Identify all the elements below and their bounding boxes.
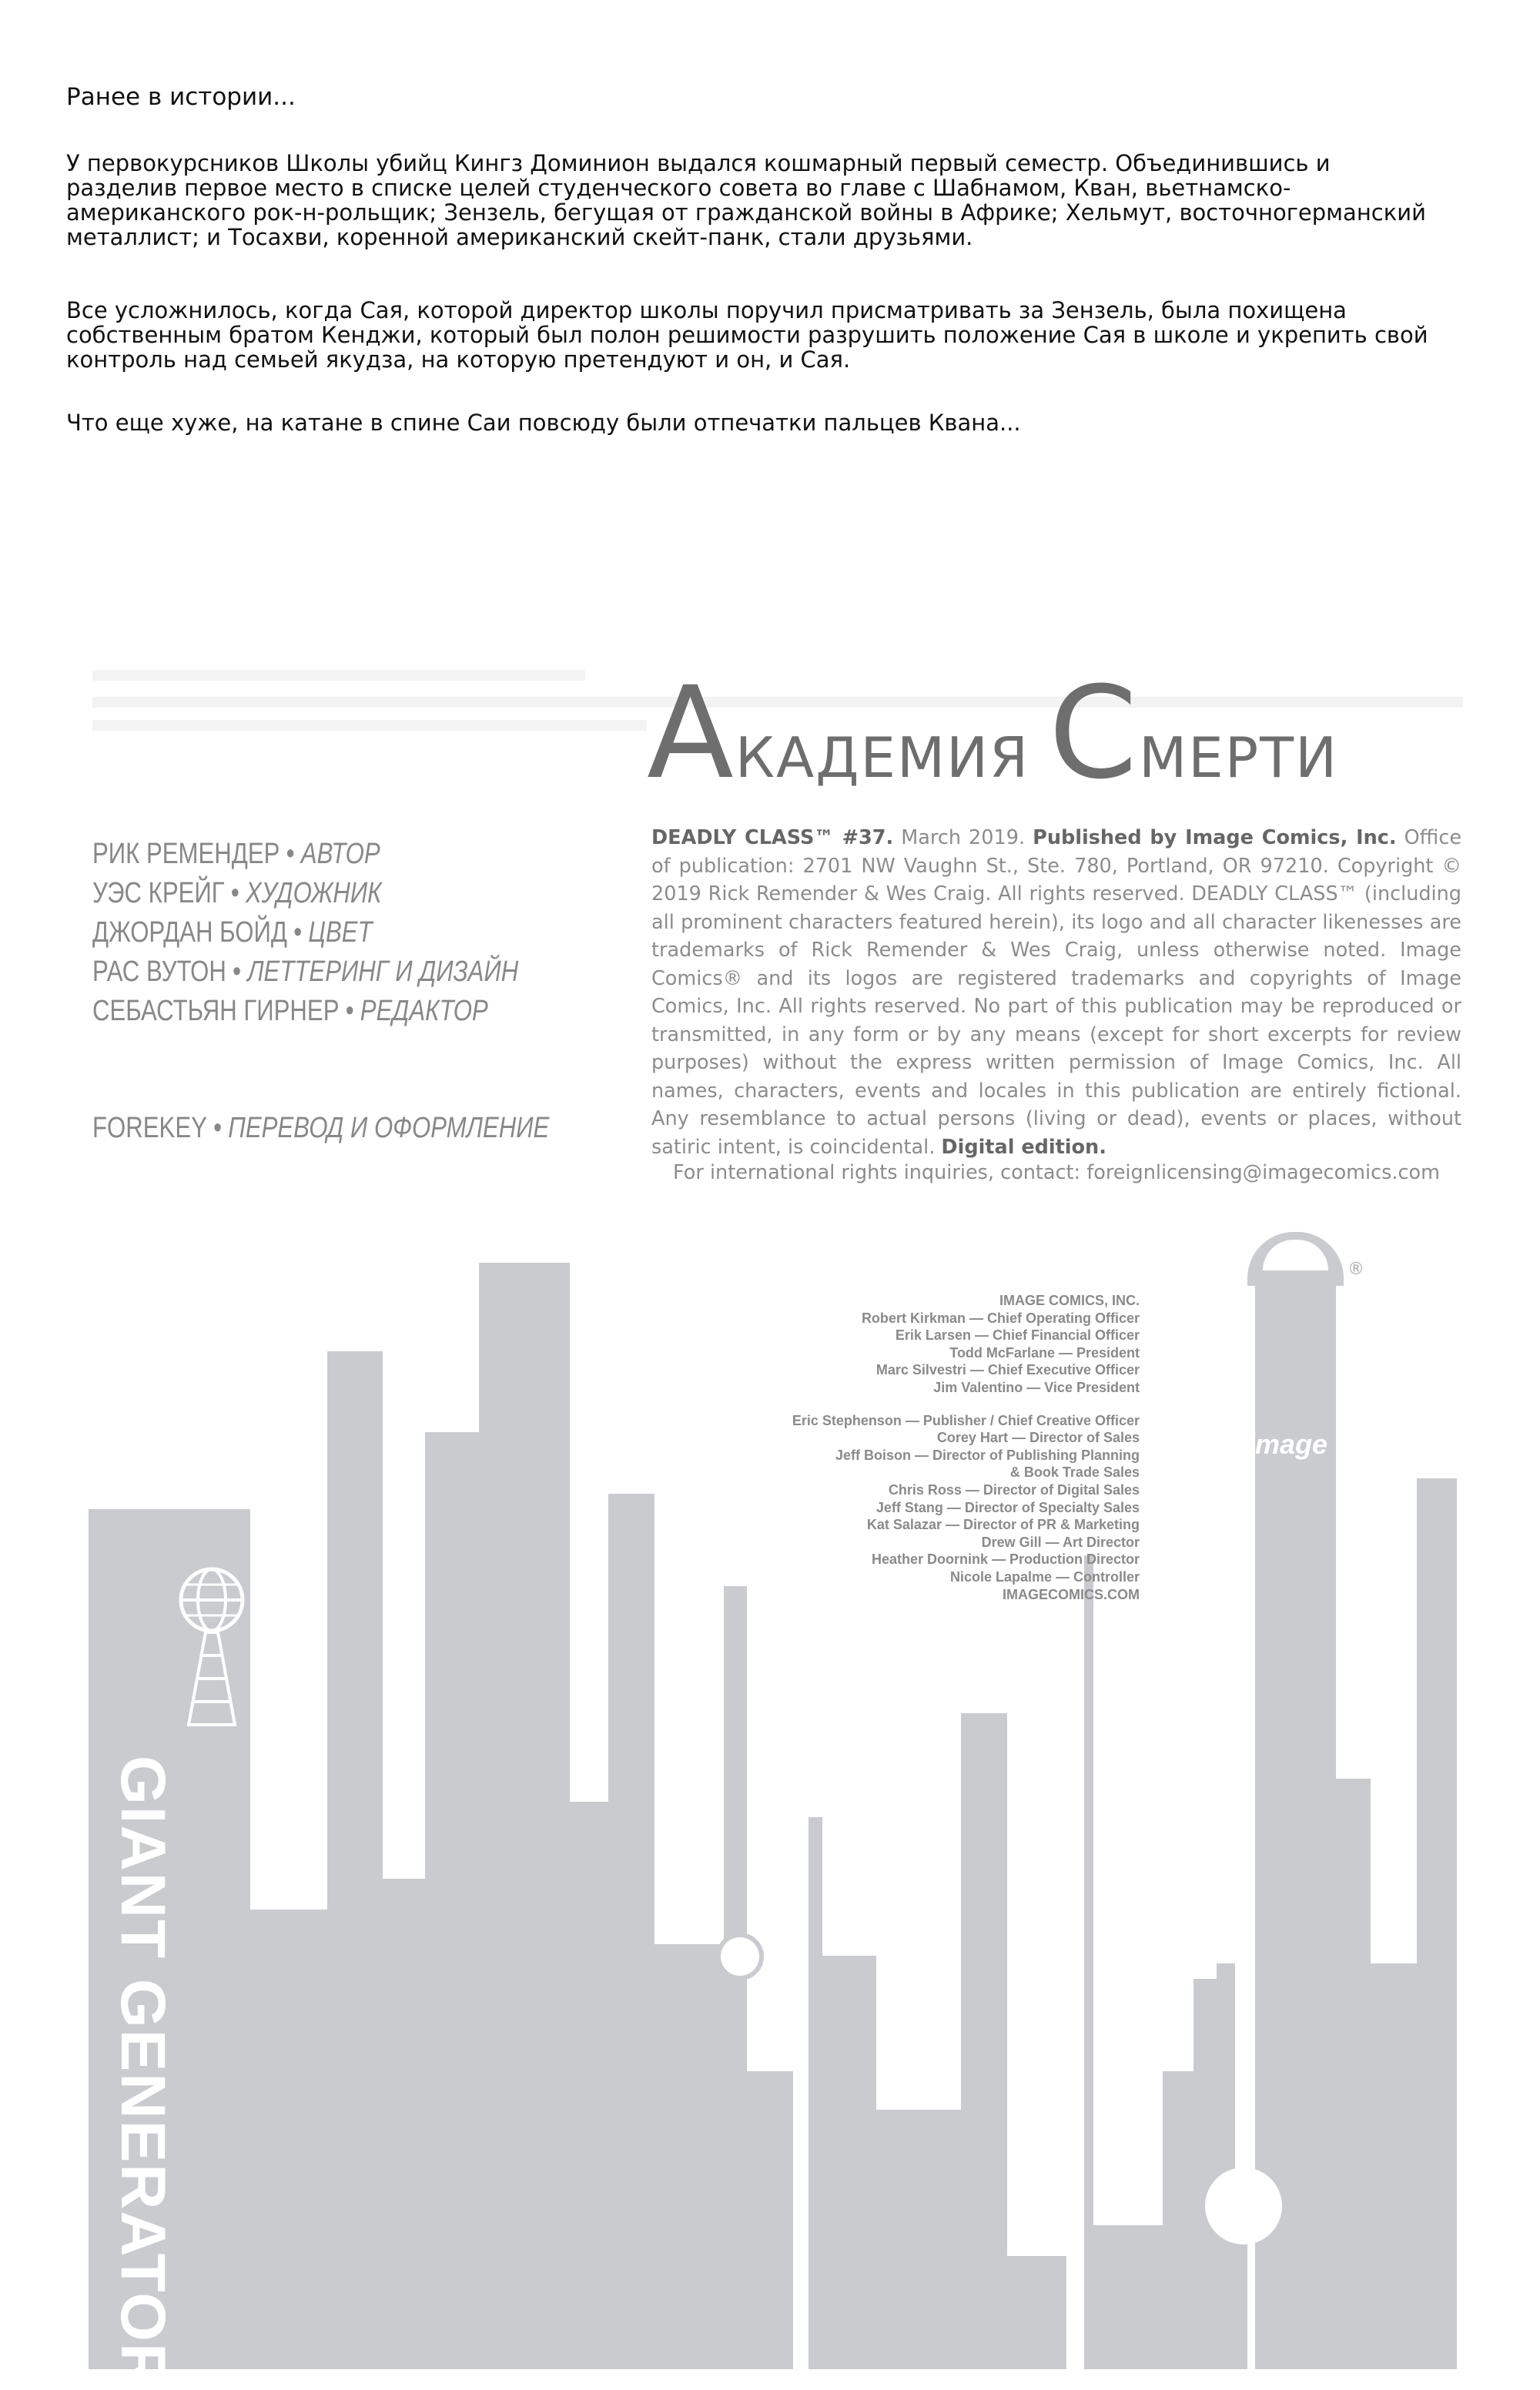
staff-line: Todd McFarlane — President [949,1344,1140,1361]
skyline-bar [876,2110,961,2369]
radio-tower-icon [173,1563,250,1732]
skyline-bar [1336,1779,1371,2369]
skyline-bar [327,1351,383,2369]
skyline-bar [747,2071,793,2369]
skyline-bar [1417,1478,1457,2369]
logo-title: АКАДЕМИЯ СМЕРТИ [647,659,1338,807]
staff-line: Chris Ross — Director of Digital Sales [888,1481,1140,1498]
image-logo-text: image [1247,1428,1328,1460]
recap-title: Ранее в истории... [66,83,296,111]
watermark-band [92,720,647,731]
recap-paragraph-1: У первокурсников Школы убийц Кингз Доминион выдался кошмарный первый семестр. Объединившись и разделив первое место в списке целей студенческого совета во главе с Шабнамом, Кван, вьетнамско-американского рок-н-рольщик; Зензель, бегущая от гражданской войны в Африке; Хельмут, восточногерманский металлист; и Тосахви, коренной американский скейт-панк, стали друзьями. [66,150,1426,250]
credit-line-letterer: РАС ВУТОН • ЛЕТТЕРИНГ И ДИЗАЙН [92,956,519,988]
antenna-bar [808,1817,822,2369]
skyline-bar [479,1263,570,2369]
spire-circle [1205,2167,1282,2244]
recap-paragraph-2: Все усложнилось, когда Сая, которой директор школы поручил присматривать за Зензель, была похищена собственным братом Кенджи, который был полон решимости разрушить положение Сая в школе и укрепить свой контроль над семьей якудза, на которую претендуют и он, и Сая. [66,297,1428,373]
staff-line: Robert Kirkman — Chief Operating Officer [861,1310,1140,1326]
credit-line-writer: РИК РЕМЕНДЕР • АВТОР [92,838,380,870]
spire-line [1235,1702,1252,2179]
watermark-band [92,670,585,681]
credit-line-colorist: ДЖОРДАН БОЙД • ЦВЕТ [92,916,373,949]
skyline-bar [1194,1979,1217,2369]
credit-line-editor: СЕБАСТЬЯН ГИРНЕР • РЕДАКТОР [92,995,488,1027]
skyline-bar [608,1494,654,2369]
skyline-bar [989,2256,1066,2369]
skyline-bar [1371,1963,1417,2369]
staff-line: Nicole Lapalme — Controller [949,1568,1140,1585]
staff-line: Kat Salazar — Director of PR & Marketing [866,1517,1140,1533]
credit-line-translator: FOREKEY • ПЕРЕВОД И ОФОРМЛЕНИЕ [92,1112,550,1144]
staff-line: Heather Doornink — Production Director [871,1551,1140,1568]
staff-line: Eric Stephenson — Publisher / Chief Creative Officer [792,1412,1140,1428]
skyline-bar [654,1944,724,2369]
staff-line: Jeff Boison — Director of Publishing Planning [835,1447,1140,1463]
giant-generator-logo [173,1563,250,1732]
staff-website: IMAGECOMICS.COM [1003,1586,1140,1602]
staff-line: Drew Gill — Art Director [981,1534,1140,1550]
antenna-bar [1084,1555,1093,2369]
staff-line: Marc Silvestri — Chief Executive Officer [875,1362,1140,1378]
skyline-bar [425,1432,479,2369]
skyline-bar [1093,2225,1163,2369]
staff-line: Jim Valentino — Vice President [933,1379,1140,1395]
registered-mark: ® [1348,1260,1364,1279]
skyline-bar [1163,2071,1194,2369]
spire-ring [716,1933,764,1980]
staff-line: Corey Hart — Director of Sales [936,1430,1140,1446]
recap-paragraph-3: Что еще хуже, на катане в спине Саи повсюду были отпечатки пальцев Квана... [66,410,1021,436]
staff-line: & Book Trade Sales [1009,1464,1140,1481]
staff-line: Erik Larsen — Chief Financial Officer [895,1327,1140,1344]
staff-list [739,1292,1140,1603]
credit-line-artist: УЭС КРЕЙГ • ХУДОЖНИК [92,877,382,909]
staff-line: IMAGE COMICS, INC. [999,1293,1140,1308]
legal-contact: For international rights inquiries, contact: foreignlicensing@imagecomics.com [673,1161,1440,1184]
staff-line: Jeff Stang — Director of Specialty Sales [875,1499,1140,1515]
skyline-bar [822,1956,876,2369]
legal-notice: DEADLY CLASS™ #37. March 2019. Published by Image Comics, Inc. Office of publication: 2701 NW Vaughn St., Ste. 780, Portland, OR 97210. Copyright © 2019 Rick Remender & Wes Craig. All rights reserved. DEADLY CLASS™ (including all prominent characters featured herein), its logo and all character likenesses are trademarks of Rick Remender & Wes Craig, unless otherwise noted. Image Comics® and its logos are registered trademarks and copyrights of Image Comics, Inc. All rights reserved. No part of this publication may be reproduced or transmitted, in any form or by any means (except for short excerpts for review purposes) without the express written permission of Image Comics, Inc. All names, characters, events and locales in this publication are entirely fictional. Any resemblance to actual persons (living or dead), events or places, without satiric intent, is coincidental. Digital edition. [651,826,1462,1159]
